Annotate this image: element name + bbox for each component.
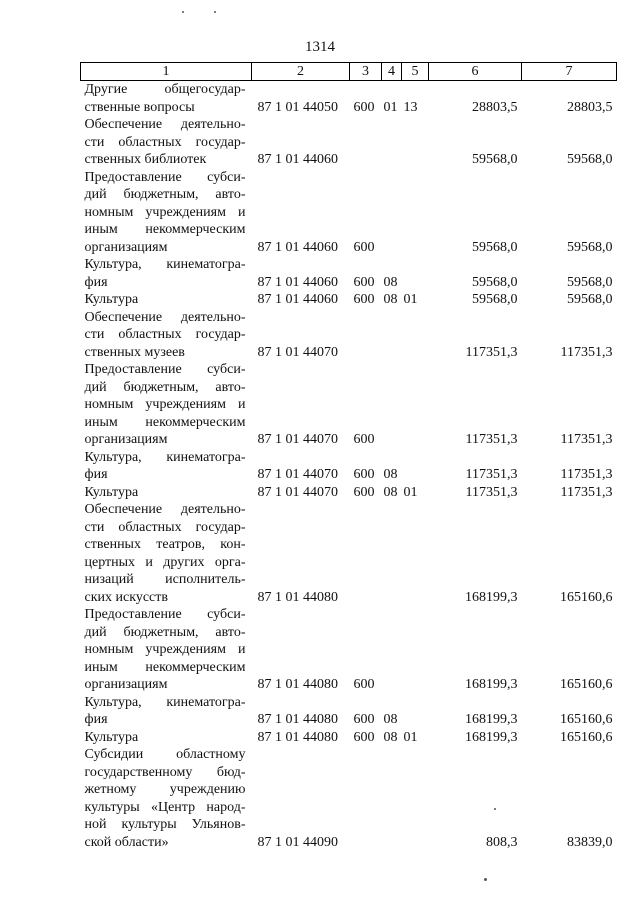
row-name-line: номным учреждениям и bbox=[84, 397, 246, 412]
scan-speck bbox=[182, 11, 184, 13]
row-name bbox=[81, 606, 252, 694]
row-name bbox=[81, 116, 252, 169]
row-col6: 117351,3 bbox=[465, 467, 518, 482]
scan-speck bbox=[214, 11, 216, 13]
row-name-line: сти областных государ- bbox=[84, 519, 246, 535]
row-name-line: Обеспечение деятельно- bbox=[84, 117, 246, 132]
row-col5: 01 bbox=[403, 729, 418, 745]
row-col5 bbox=[402, 501, 429, 606]
row-col3: 600 bbox=[353, 292, 375, 307]
row-col7: 117351,3 bbox=[560, 484, 613, 500]
row-name-line: ской области» bbox=[84, 834, 169, 850]
table-row bbox=[81, 81, 617, 117]
table-body bbox=[81, 81, 617, 852]
row-name-line: Обеспечение деятельно- bbox=[84, 309, 246, 325]
column-header: 1 bbox=[81, 63, 252, 81]
row-code: 87 1 01 44050 bbox=[257, 99, 338, 115]
row-col7: 59568,0 bbox=[567, 239, 613, 255]
row-code: 87 1 01 44060 bbox=[257, 239, 338, 255]
row-code: 87 1 01 44070 bbox=[257, 344, 338, 360]
row-col7: 83839,0 bbox=[567, 834, 613, 850]
row-col5 bbox=[402, 116, 429, 169]
row-name-line: ственных библиотек bbox=[84, 152, 207, 167]
table-row bbox=[81, 746, 617, 851]
row-col3 bbox=[350, 116, 382, 169]
row-col6: 59568,0 bbox=[472, 239, 518, 255]
row-name-line: Обеспечение деятельно- bbox=[84, 502, 246, 517]
row-col6: 168199,3 bbox=[465, 712, 518, 727]
row-code: 87 1 01 44080 bbox=[257, 712, 338, 727]
row-col6: 808,3 bbox=[486, 834, 518, 850]
table-header bbox=[81, 63, 617, 81]
row-col3 bbox=[350, 309, 382, 362]
column-header: 6 bbox=[429, 63, 522, 81]
row-col3: 600 bbox=[353, 467, 375, 482]
row-name-line: ственных музеев bbox=[84, 344, 185, 360]
row-col7: 59568,0 bbox=[567, 152, 613, 167]
row-col4 bbox=[382, 606, 402, 694]
row-col5: 13 bbox=[403, 99, 418, 115]
row-col5 bbox=[402, 746, 429, 851]
row-col7: 117351,3 bbox=[560, 344, 613, 360]
row-col5 bbox=[402, 169, 429, 257]
row-name bbox=[81, 449, 252, 484]
row-code: 87 1 01 44070 bbox=[257, 432, 338, 447]
row-col7: 165160,6 bbox=[560, 677, 613, 692]
row-name bbox=[81, 501, 252, 606]
row-name-line: иным некоммерческим bbox=[84, 659, 246, 675]
row-col7: 165160,6 bbox=[560, 712, 613, 727]
row-name-line: цертных и других орга- bbox=[84, 554, 246, 570]
budget-table bbox=[80, 62, 617, 851]
row-name bbox=[81, 309, 252, 362]
row-col4: 01 bbox=[383, 99, 398, 115]
row-code: 87 1 01 44080 bbox=[257, 677, 338, 692]
row-col4 bbox=[382, 116, 402, 169]
row-name-line: государственному бюд- bbox=[84, 764, 246, 780]
row-col5 bbox=[402, 694, 429, 729]
row-name-line: иным некоммерческим bbox=[84, 222, 246, 237]
table-row bbox=[81, 694, 617, 729]
row-name-line: фия bbox=[84, 712, 108, 727]
row-col3: 600 bbox=[353, 712, 375, 727]
row-col6: 28803,5 bbox=[472, 99, 518, 115]
row-col5 bbox=[402, 256, 429, 291]
row-name bbox=[81, 746, 252, 851]
row-name-line: дий бюджетным, авто- bbox=[84, 379, 246, 395]
row-name-line: Предоставление субси- bbox=[84, 169, 246, 185]
row-name bbox=[81, 291, 252, 309]
budget-table-container bbox=[80, 62, 616, 851]
row-col5 bbox=[402, 309, 429, 362]
row-col6: 59568,0 bbox=[472, 152, 518, 167]
row-col4 bbox=[382, 361, 402, 449]
row-name-line: ственные вопросы bbox=[84, 99, 195, 115]
row-name-line: ских искусств bbox=[84, 589, 168, 605]
row-code: 87 1 01 44080 bbox=[257, 729, 338, 745]
row-col7: 117351,3 bbox=[560, 432, 613, 447]
row-name-line: ственных театров, кон- bbox=[84, 537, 246, 552]
row-name-line: дий бюджетным, авто- bbox=[84, 187, 246, 202]
row-code: 87 1 01 44070 bbox=[257, 467, 338, 482]
row-col7: 59568,0 bbox=[567, 274, 613, 290]
row-col4: 08 bbox=[383, 729, 398, 745]
table-row bbox=[81, 291, 617, 309]
column-header: 3 bbox=[350, 63, 382, 81]
row-code: 87 1 01 44060 bbox=[257, 292, 338, 307]
scan-speck bbox=[484, 878, 487, 881]
scan-speck bbox=[494, 808, 496, 810]
row-col7: 165160,6 bbox=[560, 589, 613, 605]
table-row bbox=[81, 256, 617, 291]
row-col6: 168199,3 bbox=[465, 589, 518, 605]
row-col7: 165160,6 bbox=[560, 729, 613, 745]
row-name-line: низаций исполнитель- bbox=[84, 572, 246, 587]
row-col3: 600 bbox=[353, 432, 375, 447]
row-code: 87 1 01 44070 bbox=[257, 484, 338, 500]
row-name bbox=[81, 361, 252, 449]
row-name bbox=[81, 256, 252, 291]
row-col3: 600 bbox=[353, 729, 375, 745]
row-col7: 59568,0 bbox=[567, 292, 613, 307]
table-row bbox=[81, 484, 617, 502]
row-col3: 600 bbox=[353, 274, 375, 290]
row-col4: 08 bbox=[383, 712, 398, 727]
row-code: 87 1 01 44060 bbox=[257, 152, 338, 167]
row-name-line: Субсидии областному bbox=[84, 747, 246, 762]
row-code: 87 1 01 44060 bbox=[257, 274, 338, 290]
row-col3 bbox=[350, 746, 382, 851]
row-col4 bbox=[382, 169, 402, 257]
column-header: 5 bbox=[402, 63, 429, 81]
row-col6: 168199,3 bbox=[465, 729, 518, 745]
row-col6: 117351,3 bbox=[465, 484, 518, 500]
row-col4 bbox=[382, 746, 402, 851]
row-name-line: Культура bbox=[84, 484, 139, 500]
row-name bbox=[81, 729, 252, 747]
row-name-line: Другие общегосудар- bbox=[84, 82, 246, 97]
column-header: 4 bbox=[382, 63, 402, 81]
row-col5: 01 bbox=[403, 484, 418, 500]
row-name-line: Предоставление субси- bbox=[84, 607, 246, 622]
row-col5 bbox=[402, 361, 429, 449]
row-name bbox=[81, 81, 252, 117]
row-col4 bbox=[382, 501, 402, 606]
table-row bbox=[81, 116, 617, 169]
row-col3: 600 bbox=[353, 677, 375, 692]
row-col3: 600 bbox=[353, 484, 375, 500]
row-col4 bbox=[382, 309, 402, 362]
row-name-line: организациям bbox=[84, 432, 168, 447]
column-header: 2 bbox=[252, 63, 350, 81]
row-name-line: Культура bbox=[84, 729, 139, 745]
table-row bbox=[81, 449, 617, 484]
table-row bbox=[81, 729, 617, 747]
page-number: 1314 bbox=[305, 39, 335, 55]
row-name-line: Культура, кинематогра- bbox=[84, 694, 246, 710]
row-name-line: номным учреждениям и bbox=[84, 204, 246, 220]
row-name-line: организациям bbox=[84, 239, 168, 255]
row-col3 bbox=[350, 501, 382, 606]
row-name-line: сти областных государ- bbox=[84, 327, 246, 342]
row-col7: 28803,5 bbox=[567, 99, 613, 115]
row-name-line: фия bbox=[84, 274, 108, 290]
row-col6: 168199,3 bbox=[465, 677, 518, 692]
table-row bbox=[81, 309, 617, 362]
row-col5 bbox=[402, 606, 429, 694]
row-col5 bbox=[402, 449, 429, 484]
row-name-line: фия bbox=[84, 467, 108, 482]
row-code: 87 1 01 44090 bbox=[257, 834, 338, 850]
row-col4: 08 bbox=[383, 467, 398, 482]
column-header: 7 bbox=[522, 63, 617, 81]
row-name-line: Предоставление субси- bbox=[84, 362, 246, 377]
row-col6: 117351,3 bbox=[465, 432, 518, 447]
row-col5: 01 bbox=[403, 292, 418, 307]
row-col7: 117351,3 bbox=[560, 467, 613, 482]
row-col4: 08 bbox=[383, 292, 398, 307]
row-name-line: номным учреждениям и bbox=[84, 642, 246, 657]
table-row bbox=[81, 169, 617, 257]
row-name-line: жетному учреждению bbox=[84, 782, 246, 797]
row-col6: 117351,3 bbox=[465, 344, 518, 360]
row-col3: 600 bbox=[353, 99, 375, 115]
row-col3: 600 bbox=[353, 239, 375, 255]
row-name-line: иным некоммерческим bbox=[84, 414, 246, 430]
row-name-line: сти областных государ- bbox=[84, 134, 246, 150]
row-name bbox=[81, 694, 252, 729]
row-name-line: Культура, кинематогра- bbox=[84, 449, 246, 465]
row-code: 87 1 01 44080 bbox=[257, 589, 338, 605]
row-name-line: Культура bbox=[84, 292, 139, 307]
row-col4: 08 bbox=[383, 484, 398, 500]
table-row bbox=[81, 606, 617, 694]
row-name bbox=[81, 169, 252, 257]
row-name-line: культуры «Центр народ- bbox=[84, 799, 246, 815]
row-col4: 08 bbox=[383, 274, 398, 290]
row-name-line: ной культуры Ульянов- bbox=[84, 817, 246, 832]
row-name bbox=[81, 484, 252, 502]
table-row bbox=[81, 361, 617, 449]
row-name-line: дий бюджетным, авто- bbox=[84, 624, 246, 640]
row-col6: 59568,0 bbox=[472, 292, 518, 307]
row-col6: 59568,0 bbox=[472, 274, 518, 290]
table-row bbox=[81, 501, 617, 606]
row-name-line: Культура, кинематогра- bbox=[84, 257, 246, 272]
row-name-line: организациям bbox=[84, 677, 168, 692]
